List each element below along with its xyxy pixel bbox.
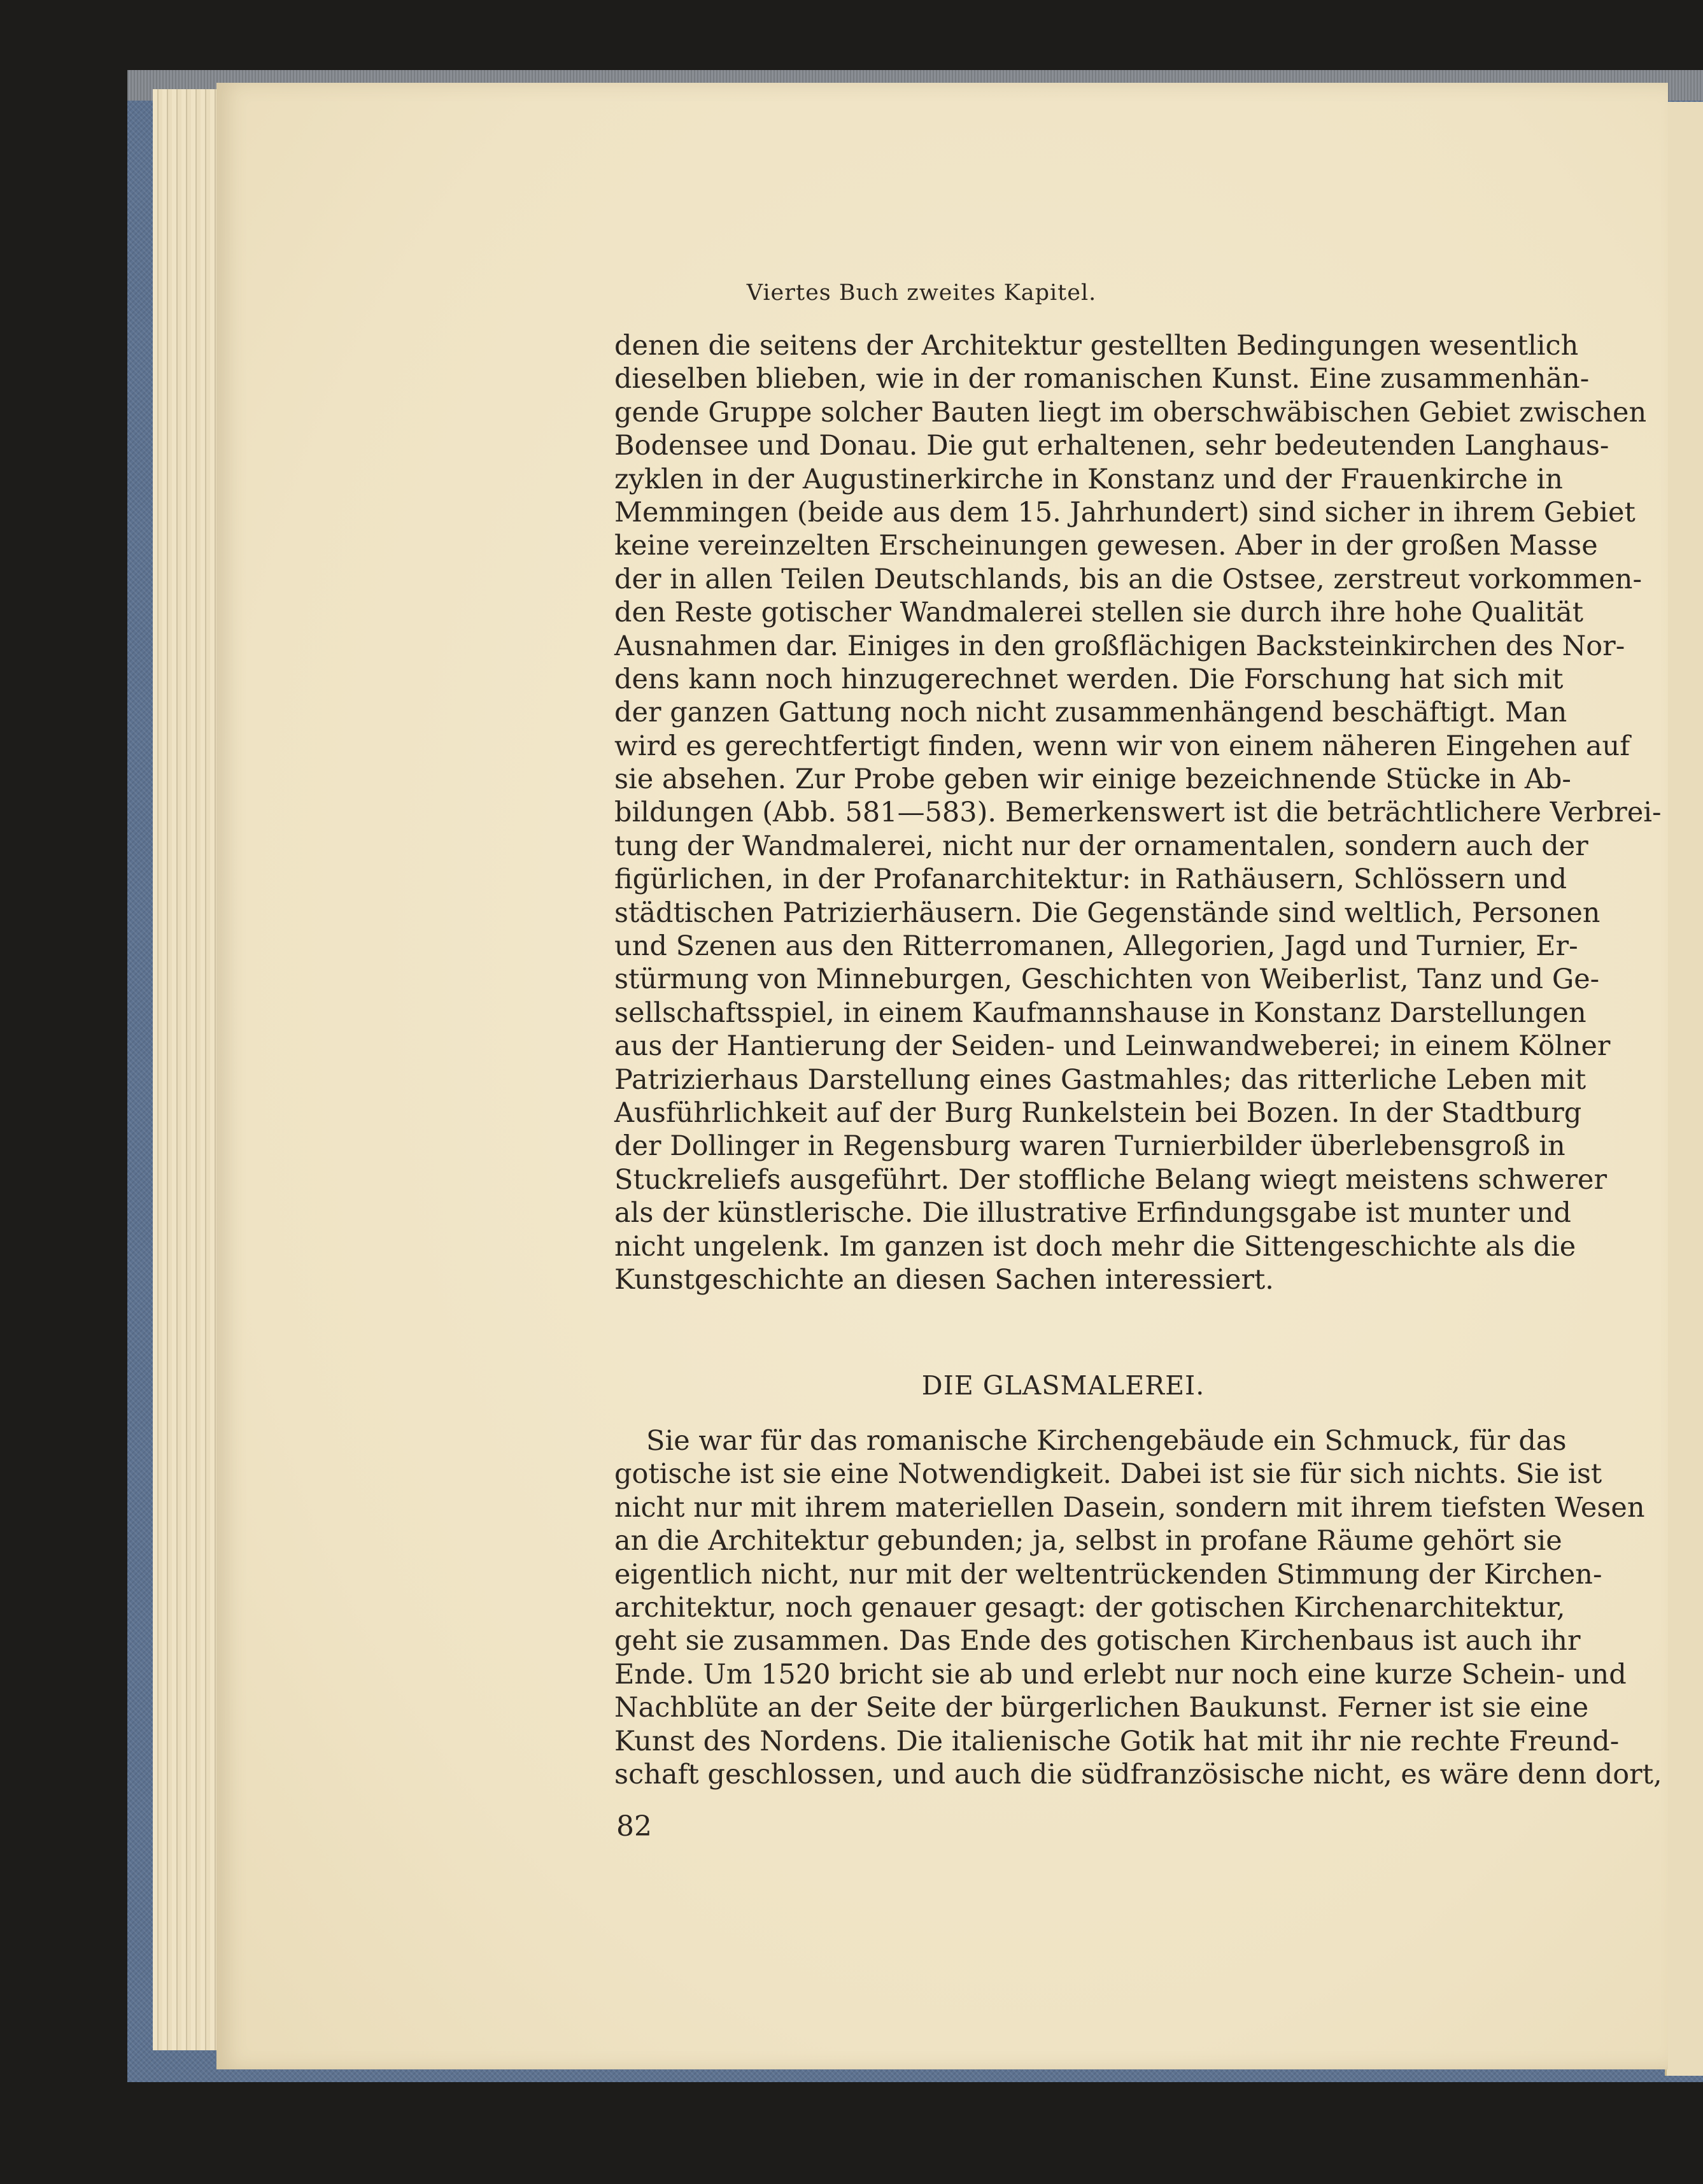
text-line: Patrizierhaus Darstellung eines Gastmahles; das ritterliche Leben mit [614, 1063, 1586, 1096]
text-line: gotische ist sie eine Notwendigkeit. Dabei ist sie für sich nichts. Sie ist [614, 1458, 1602, 1491]
text-line: Kunstgeschichte an diesen Sachen interessiert. [614, 1263, 1274, 1296]
text-line: bildungen (Abb. 581—583). Bemerkenswert ist die beträchtlichere Verbrei- [614, 797, 1662, 829]
text-line: Stuckreliefs ausgeführt. Der stoffliche Belang wiegt meistens schwerer [614, 1163, 1608, 1196]
text-line: gende Gruppe solcher Bauten liegt im oberschwäbischen Gebiet zwischen [614, 396, 1647, 429]
text-line: schaft geschlossen, und auch die südfranzösische nicht, es wäre denn dort, [614, 1758, 1662, 1790]
text-line: der in allen Teilen Deutschlands, bis an die Ostsee, zerstreut vorkommen- [614, 563, 1642, 595]
text-line: als der künstlerische. Die illustrative Erfindungsgabe ist munter und [614, 1197, 1571, 1230]
text-line: städtischen Patrizierhäusern. Die Gegenstände sind weltlich, Personen [614, 897, 1601, 929]
text-line: Kunst des Nordens. Die italienische Gotik hat mit ihr nie rechte Freund- [614, 1725, 1620, 1757]
text-line: nicht ungelenk. Im ganzen ist doch mehr die Sittengeschichte als die [614, 1230, 1576, 1263]
text-line: geht sie zusammen. Das Ende des gotischen Kirchenbaus ist auch ihr [614, 1625, 1581, 1657]
text-line: der Dollinger in Regensburg waren Turnierbilder überlebensgroß in [614, 1130, 1565, 1163]
section-heading: DIE GLASMALEREI. [921, 1370, 1205, 1401]
text-line: aus der Hantierung der Seiden- und Leinwandweberei; in einem Kölner [614, 1030, 1611, 1063]
paragraph-2 [614, 1424, 1662, 1791]
page-number: 82 [616, 1810, 652, 1843]
text-line: dens kann noch hinzugerechnet werden. Die Forschung hat sich mit [614, 663, 1564, 695]
text-line: dieselben blieben, wie in der romanischen Kunst. Eine zusammenhän- [614, 363, 1590, 395]
text-line: Memmingen (beide aus dem 15. Jahrhundert) sind sicher in ihrem Gebiet [614, 496, 1636, 528]
facing-page-edge [1665, 102, 1703, 2076]
text-line: sie absehen. Zur Probe geben wir einige bezeichnende Stücke in Ab- [614, 763, 1571, 796]
text-line: eigentlich nicht, nur mit der weltentrückenden Stimmung der Kirchen- [614, 1558, 1602, 1591]
text-line: der ganzen Gattung noch nicht zusammenhängend beschäftigt. Man [614, 697, 1567, 729]
text-line: nicht nur mit ihrem materiellen Dasein, sondern mit ihrem tiefsten Wesen [614, 1491, 1645, 1524]
text-line: keine vereinzelten Erscheinungen gewesen. Aber in der großen Masse [614, 530, 1598, 562]
text-line: stürmung von Minneburgen, Geschichten von Weiberlist, Tanz und Ge- [614, 963, 1600, 996]
text-line: denen die seitens der Architektur gestellten Bedingungen wesentlich [614, 330, 1579, 362]
text-line: architektur, noch genauer gesagt: der gotischen Kirchenarchitektur, [614, 1591, 1565, 1624]
text-line: und Szenen aus den Ritterromanen, Allegorien, Jagd und Turnier, Er- [614, 930, 1578, 963]
text-line: an die Architektur gebunden; ja, selbst in profane Räume gehört sie [614, 1525, 1562, 1557]
text-line: sellschaftsspiel, in einem Kaufmannshause in Konstanz Darstellungen [614, 996, 1586, 1029]
text-line: den Reste gotischer Wandmalerei stellen sie durch ihre hohe Qualität [614, 597, 1583, 629]
paragraph-1 [614, 329, 1662, 1296]
text-line: figürlichen, in der Profanarchitektur: in Rathäusern, Schlössern und [614, 863, 1567, 896]
text-line: zyklen in der Augustinerkirche in Konstanz und der Frauenkirche in [614, 463, 1563, 495]
text-line: Ausführlichkeit auf der Burg Runkelstein bei Bozen. In der Stadtburg [614, 1096, 1582, 1129]
text-line: Ausnahmen dar. Einiges in den großflächigen Backsteinkirchen des Nor- [614, 630, 1625, 662]
text-line: wird es gerechtfertigt finden, wenn wir von einem näheren Eingehen auf [614, 730, 1630, 762]
text-line: Bodensee und Donau. Die gut erhaltenen, sehr bedeutenden Langhaus- [614, 430, 1609, 462]
running-head: Viertes Buch zweites Kapitel. [746, 280, 1097, 306]
text-line: tung der Wandmalerei, nicht nur der ornamentalen, sondern auch der [614, 830, 1588, 862]
text-line: Nachblüte an der Seite der bürgerlichen Baukunst. Ferner ist sie eine [614, 1692, 1589, 1724]
text-line: Ende. Um 1520 bricht sie ab und erlebt nur noch eine kurze Schein- und [614, 1658, 1627, 1691]
text-line: Sie war für das romanische Kirchengebäude ein Schmuck, für das [646, 1425, 1567, 1457]
